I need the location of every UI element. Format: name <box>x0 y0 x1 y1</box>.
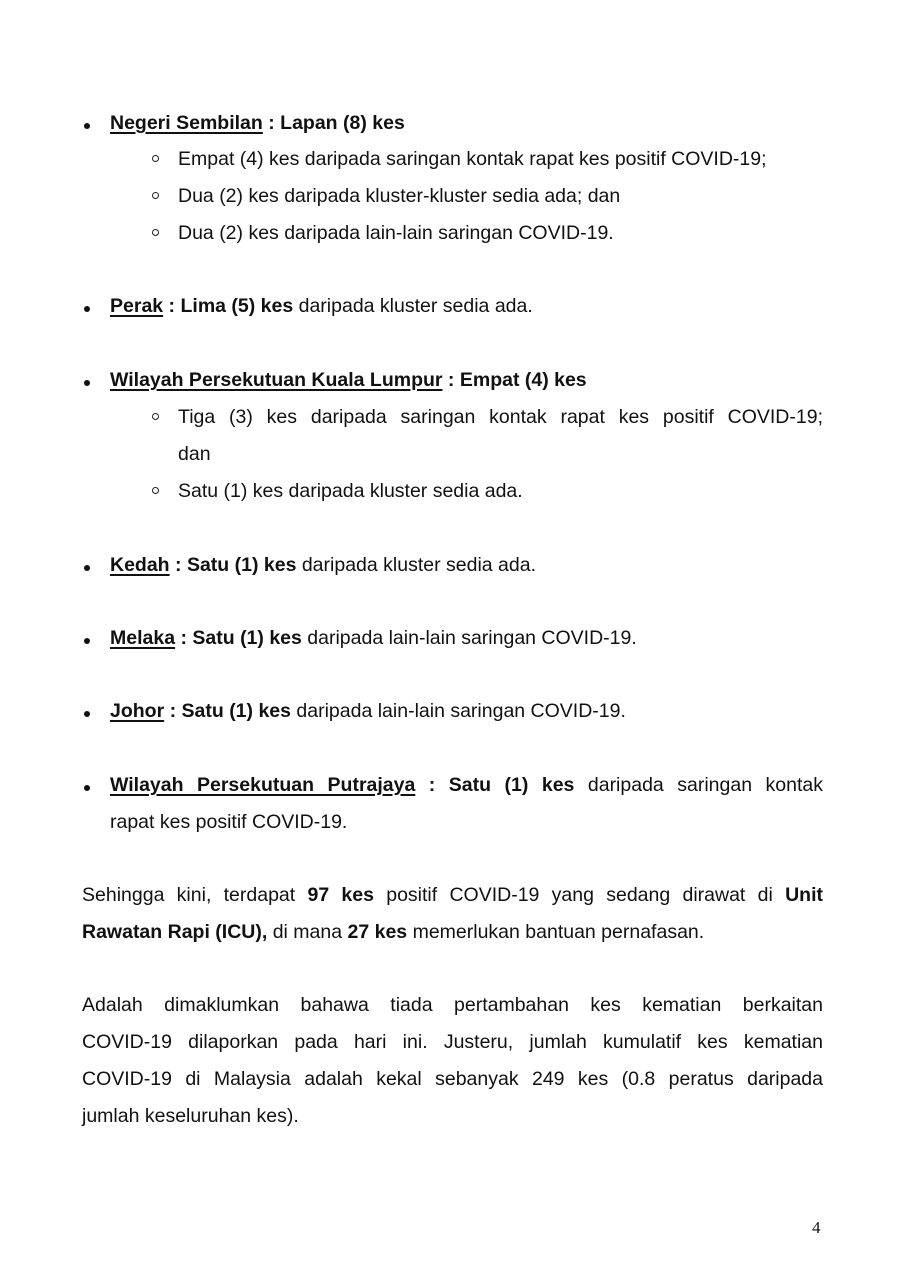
list-item-perak: Perak : Lima (5) kes daripada kluster sedia ada. <box>110 295 533 317</box>
bullet-icon <box>84 306 90 312</box>
list-item-negeri-sembilan: Negeri Sembilan : Lapan (8) kes <box>110 112 405 134</box>
circle-bullet-icon <box>152 413 159 420</box>
list-item-melaka: Melaka : Satu (1) kes daripada lain-lain saringan COVID-19. <box>110 627 637 649</box>
list-item-johor: Johor : Satu (1) kes daripada lain-lain saringan COVID-19. <box>110 700 626 722</box>
case-count: Empat (4) kes <box>459 369 587 391</box>
bullet-icon <box>84 711 90 717</box>
sub-item: Empat (4) kes daripada saringan kontak rapat kes positif COVID-19; <box>178 148 767 170</box>
bullet-icon <box>84 565 90 571</box>
state-name: Negeri Sembilan <box>110 112 263 134</box>
sub-item-continuation: dan <box>178 443 211 465</box>
sub-item: Dua (2) kes daripada lain-lain saringan COVID-19. <box>178 222 614 244</box>
list-item-kuala-lumpur: Wilayah Persekutuan Kuala Lumpur : Empat (4) kes <box>110 369 587 391</box>
circle-bullet-icon <box>152 487 159 494</box>
list-item-continuation: rapat kes positif COVID-19. <box>110 811 348 833</box>
circle-bullet-icon <box>152 192 159 199</box>
state-name: Melaka <box>110 627 176 649</box>
case-count: Satu (1) kes <box>448 774 575 796</box>
list-item-kedah: Kedah : Satu (1) kes daripada kluster sedia ada. <box>110 554 536 576</box>
bullet-icon <box>84 638 90 644</box>
circle-bullet-icon <box>152 155 159 162</box>
sub-item: Tiga (3) kes daripada saringan kontak rapat kes positif COVID-19; <box>178 406 823 428</box>
death-paragraph-line-1: Adalah dimaklumkan bahawa tiada pertambahan kes kematian berkaitan <box>82 994 823 1016</box>
bullet-icon <box>84 785 90 791</box>
death-paragraph-line-4: jumlah keseluruhan kes). <box>82 1105 299 1127</box>
bullet-icon <box>84 380 90 386</box>
list-item-putrajaya: Wilayah Persekutuan Putrajaya : Satu (1) kes daripada saringan kontak <box>110 774 823 796</box>
case-count: Satu (1) kes <box>186 554 297 576</box>
case-count: Lima (5) kes <box>180 295 294 317</box>
sub-item: Satu (1) kes daripada kluster sedia ada. <box>178 480 523 502</box>
page-number: 4 <box>812 1218 821 1237</box>
state-name: Wilayah Persekutuan Kuala Lumpur <box>110 369 443 391</box>
state-name: Wilayah Persekutuan Putrajaya <box>110 774 416 796</box>
icu-paragraph-line-1: Sehingga kini, terdapat 97 kes positif COVID-19 yang sedang dirawat di Unit <box>82 884 823 906</box>
state-name: Kedah <box>110 554 170 576</box>
state-name: Johor <box>110 700 165 722</box>
death-paragraph-line-3: COVID-19 di Malaysia adalah kekal sebanyak 249 kes (0.8 peratus daripada <box>82 1068 823 1090</box>
icu-paragraph-line-2: Rawatan Rapi (ICU), di mana 27 kes memerlukan bantuan pernafasan. <box>82 921 705 943</box>
circle-bullet-icon <box>152 229 159 236</box>
state-name: Perak <box>110 295 164 317</box>
case-count: Lapan (8) kes <box>280 112 405 134</box>
death-paragraph-line-2: COVID-19 dilaporkan pada hari ini. Justeru, jumlah kumulatif kes kematian <box>82 1031 823 1053</box>
case-count: Satu (1) kes <box>181 700 291 722</box>
sub-item: Dua (2) kes daripada kluster-kluster sedia ada; dan <box>178 185 621 207</box>
case-count: Satu (1) kes <box>192 627 302 649</box>
bullet-icon <box>84 123 90 129</box>
